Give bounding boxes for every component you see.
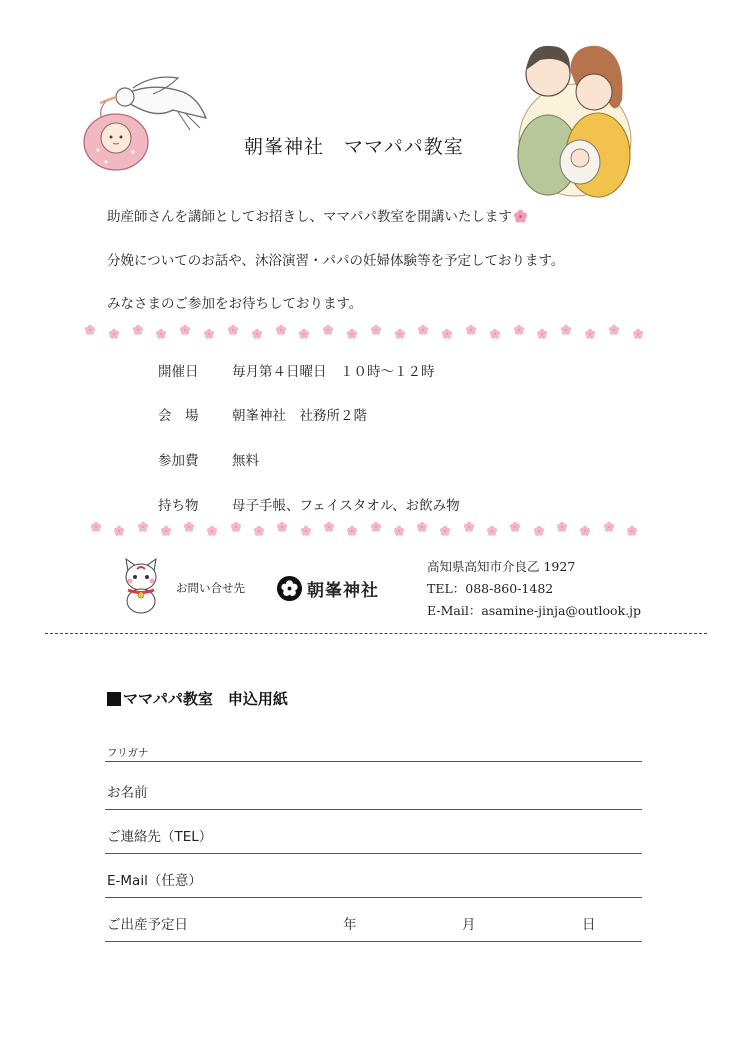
furigana-label: フリガナ (107, 747, 149, 759)
sakura-icon (439, 525, 451, 537)
sakura-icon (370, 324, 382, 336)
sakura-icon (417, 324, 429, 336)
sakura-icon (155, 328, 167, 340)
sakura-icon (513, 324, 525, 336)
detail-value-date: 毎月第４日曜日 １０時～１２時 (232, 364, 435, 380)
intro-line-1 (107, 205, 528, 225)
sakura-icon (276, 521, 288, 533)
sakura-icon (584, 328, 596, 340)
mascot-cat-icon (120, 557, 162, 615)
sakura-icon (113, 525, 125, 537)
couple-illustration (510, 30, 645, 200)
sakura-icon (108, 328, 120, 340)
sakura-icon (632, 328, 644, 340)
inquiry-label: お問い合せ先 (176, 581, 245, 595)
sakura-icon (203, 328, 215, 340)
sakura-icon (179, 324, 191, 336)
sakura-icon (137, 521, 149, 533)
sakura-icon (300, 525, 312, 537)
sakura-icon (626, 525, 638, 537)
sakura-icon (323, 521, 335, 533)
sakura-icon (251, 328, 263, 340)
detail-value-items: 母子手帳、フェイスタオル、お飲み物 (232, 498, 460, 514)
sakura-icon (132, 324, 144, 336)
form-title-text: ママパパ教室 申込用紙 (123, 690, 288, 708)
sakura-icon (579, 525, 591, 537)
detail-label-date: 開催日 (158, 364, 199, 380)
page-title: 朝峯神社 ママパパ教室 (244, 136, 464, 158)
sakura-icon (346, 328, 358, 340)
tel-label: ご連絡先（TEL） (107, 829, 213, 845)
sakura-icon (560, 324, 572, 336)
sakura-icon (489, 328, 501, 340)
due-year-label: 年 (343, 917, 357, 933)
sakura-icon (416, 521, 428, 533)
contact-email: E-Mail：asamine-jinja@outlook.jp (427, 603, 641, 618)
sakura-icon (227, 324, 239, 336)
sakura-icon (84, 324, 96, 336)
intro-line-1-text: 助産師さんを講師としてお招きし、ママパパ教室を開講いたします (107, 209, 512, 225)
sakura-icon (533, 525, 545, 537)
sakura-icon (370, 521, 382, 533)
sakura-icon (346, 525, 358, 537)
sakura-icon (536, 328, 548, 340)
tel-field[interactable] (105, 853, 642, 854)
detail-label-venue: 会 場 (158, 408, 199, 424)
detail-label-items: 持ち物 (158, 498, 199, 514)
sakura-icon (322, 324, 334, 336)
flower-divider-bottom (90, 521, 638, 537)
sakura-icon (513, 209, 528, 224)
email-field[interactable] (105, 897, 642, 898)
email-label: E-Mail（任意） (107, 873, 202, 889)
sakura-icon (253, 525, 265, 537)
intro-line-2: 分娩についてのお話や、沐浴演習・パパの妊婦体験等を予定しております。 (107, 253, 565, 269)
sakura-icon (441, 328, 453, 340)
form-title (107, 688, 288, 709)
flower-divider-top (84, 324, 644, 340)
sakura-icon (556, 521, 568, 533)
name-field[interactable] (105, 809, 642, 810)
sakura-icon (275, 324, 287, 336)
detail-value-venue: 朝峯神社 社務所２階 (232, 408, 367, 424)
furigana-field[interactable] (105, 761, 642, 762)
sakura-icon (608, 324, 620, 336)
sakura-icon (160, 525, 172, 537)
shrine-crest-icon (276, 575, 303, 602)
detail-label-fee: 参加費 (158, 453, 199, 469)
shrine-logo-text: 朝峯神社 (307, 581, 379, 601)
sakura-icon (394, 328, 406, 340)
sakura-icon (206, 525, 218, 537)
sakura-icon (465, 324, 477, 336)
due-date-label: ご出産予定日 (107, 917, 188, 933)
sakura-icon (463, 521, 475, 533)
sakura-icon (183, 521, 195, 533)
detail-value-fee: 無料 (232, 453, 259, 469)
due-date-field[interactable] (105, 941, 642, 942)
sakura-icon (393, 525, 405, 537)
sakura-icon (230, 521, 242, 533)
stork-baby-illustration (78, 70, 213, 175)
sakura-icon (509, 521, 521, 533)
sakura-icon (603, 521, 615, 533)
due-day-label: 日 (582, 917, 596, 933)
sakura-icon (486, 525, 498, 537)
contact-address: 高知県高知市介良乙 1927 (427, 559, 576, 574)
square-bullet-icon (107, 692, 121, 706)
contact-tel: TEL：088-860-1482 (427, 581, 554, 596)
intro-line-3: みなさまのご参加をお待ちしております。 (107, 296, 363, 312)
cut-line (45, 633, 707, 634)
sakura-icon (298, 328, 310, 340)
sakura-icon (90, 521, 102, 533)
due-month-label: 月 (462, 917, 476, 933)
name-label: お名前 (107, 785, 148, 801)
